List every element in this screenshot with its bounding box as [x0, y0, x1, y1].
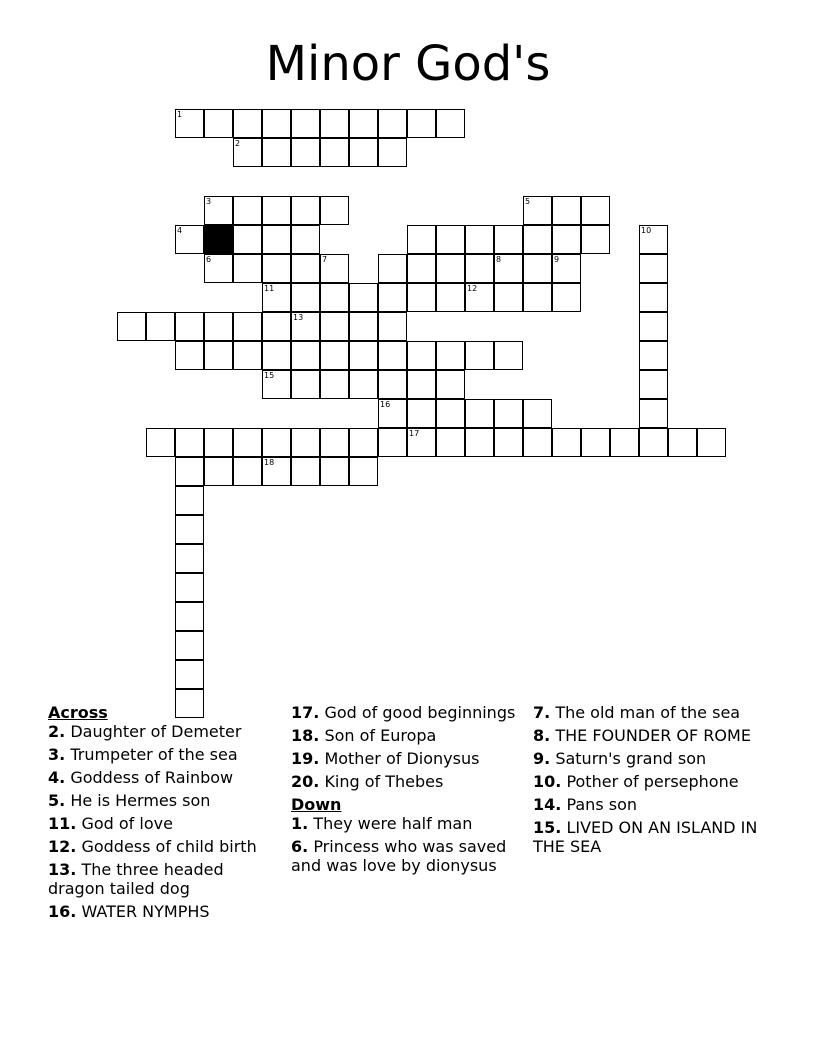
grid-cell[interactable] [233, 225, 262, 254]
across-clue [48, 837, 273, 856]
grid-cell[interactable] [581, 225, 610, 254]
grid-cell[interactable] [407, 399, 436, 428]
grid-cell[interactable] [552, 283, 581, 312]
grid-cell[interactable] [175, 573, 204, 602]
grid-cell[interactable] [291, 370, 320, 399]
grid-cell[interactable] [436, 370, 465, 399]
clue-text: They were half man [313, 814, 473, 833]
grid-cell[interactable] [175, 602, 204, 631]
clue-number-label: 8. [533, 726, 551, 745]
clue-number: 11 [264, 284, 275, 293]
clue-text: He is Hermes son [70, 791, 211, 810]
clue-text: Goddess of Rainbow [70, 768, 234, 787]
page-title: Minor God's [265, 36, 551, 92]
clue-number: 15 [264, 371, 275, 380]
grid-cell[interactable] [291, 109, 320, 138]
grid-cell[interactable] [204, 428, 233, 457]
clue-text: Pans son [566, 795, 637, 814]
grid-cell[interactable] [204, 457, 233, 486]
down-clue [533, 818, 758, 856]
clue-number-label: 20. [291, 772, 320, 791]
across-clue [48, 814, 273, 833]
clue-number-label: 2. [48, 722, 66, 741]
grid-cell[interactable] [349, 283, 378, 312]
grid-cell[interactable] [378, 428, 407, 457]
down-clue [291, 837, 516, 875]
clue-text: God of love [81, 814, 173, 833]
clue-column-2 [291, 703, 516, 879]
grid-cell[interactable] [349, 312, 378, 341]
grid-cell[interactable] [465, 254, 494, 283]
grid-cell[interactable] [436, 109, 465, 138]
grid-cell[interactable] [436, 428, 465, 457]
grid-cell[interactable] [465, 225, 494, 254]
down-clue [533, 703, 758, 722]
grid-cell[interactable] [407, 254, 436, 283]
grid-cell[interactable] [175, 515, 204, 544]
grid-cell[interactable] [639, 225, 668, 254]
clue-text: Princess who was saved and was love by dionysus [291, 837, 507, 875]
grid-cell[interactable] [349, 138, 378, 167]
grid-cell[interactable] [407, 370, 436, 399]
clue-number: 1 [177, 110, 183, 119]
clue-number: 16 [380, 400, 391, 409]
grid-cell[interactable] [581, 196, 610, 225]
grid-cell[interactable] [233, 196, 262, 225]
clue-number-label: 14. [533, 795, 562, 814]
grid-cell[interactable] [523, 399, 552, 428]
grid-cell[interactable] [494, 254, 523, 283]
grid-cell[interactable] [291, 225, 320, 254]
grid-cell[interactable] [291, 196, 320, 225]
across-clue [48, 860, 273, 898]
grid-cell[interactable] [465, 341, 494, 370]
grid-cell[interactable] [233, 312, 262, 341]
down-clue [533, 726, 758, 745]
grid-cell[interactable] [697, 428, 726, 457]
clue-number-label: 12. [48, 837, 77, 856]
grid-cell[interactable] [494, 283, 523, 312]
grid-cell[interactable] [291, 138, 320, 167]
grid-cell[interactable] [291, 428, 320, 457]
grid-cell[interactable] [291, 312, 320, 341]
grid-cell[interactable] [320, 428, 349, 457]
across-clue [291, 772, 516, 791]
clue-number-label: 6. [291, 837, 309, 856]
grid-cell[interactable] [349, 428, 378, 457]
clue-number-label: 5. [48, 791, 66, 810]
grid-cell[interactable] [175, 341, 204, 370]
grid-cell[interactable] [436, 283, 465, 312]
grid-cell[interactable] [233, 341, 262, 370]
grid-cell[interactable] [378, 370, 407, 399]
clue-text: The three headed dragon tailed dog [48, 860, 224, 898]
grid-cell[interactable] [349, 457, 378, 486]
grid-cell[interactable] [436, 254, 465, 283]
grid-cell[interactable] [349, 370, 378, 399]
grid-cell[interactable] [523, 283, 552, 312]
clue-number-label: 17. [291, 703, 320, 722]
grid-cell[interactable] [320, 283, 349, 312]
grid-cell[interactable] [552, 196, 581, 225]
down-clue [533, 795, 758, 814]
grid-cell[interactable] [639, 370, 668, 399]
grid-cell[interactable] [639, 283, 668, 312]
clue-number: 4 [177, 226, 183, 235]
grid-cell[interactable] [552, 428, 581, 457]
clue-number: 7 [322, 255, 328, 264]
clue-number-label: 9. [533, 749, 551, 768]
clue-number: 2 [235, 139, 241, 148]
grid-cell[interactable] [407, 283, 436, 312]
grid-cell[interactable] [378, 312, 407, 341]
grid-cell[interactable] [262, 457, 291, 486]
grid-cell[interactable] [581, 428, 610, 457]
grid-cell[interactable] [320, 312, 349, 341]
clue-text: King of Thebes [324, 772, 444, 791]
grid-cell[interactable] [639, 254, 668, 283]
grid-cell[interactable] [523, 254, 552, 283]
grid-cell[interactable] [204, 341, 233, 370]
grid-cell[interactable] [465, 428, 494, 457]
grid-cell[interactable] [407, 109, 436, 138]
clue-number-label: 4. [48, 768, 66, 787]
grid-cell[interactable] [552, 225, 581, 254]
grid-cell[interactable] [146, 312, 175, 341]
grid-cell[interactable] [639, 428, 668, 457]
clue-number-label: 10. [533, 772, 562, 791]
down-clue [291, 814, 516, 833]
grid-cell[interactable] [117, 312, 146, 341]
grid-cell[interactable] [204, 312, 233, 341]
clue-text: Pother of persephone [566, 772, 739, 791]
clue-number-label: 7. [533, 703, 551, 722]
grid-cell[interactable] [291, 283, 320, 312]
grid-cell[interactable] [349, 109, 378, 138]
clue-number: 3 [206, 197, 212, 206]
grid-cell[interactable] [436, 225, 465, 254]
grid-cell[interactable] [378, 254, 407, 283]
clue-number-label: 15. [533, 818, 562, 837]
grid-cell[interactable] [523, 196, 552, 225]
grid-cell[interactable] [262, 341, 291, 370]
grid-cell[interactable] [436, 399, 465, 428]
clue-number-label: 16. [48, 902, 77, 921]
clue-number: 6 [206, 255, 212, 264]
grid-cell[interactable] [639, 341, 668, 370]
grid-cell[interactable] [262, 225, 291, 254]
clue-column-3 [533, 703, 758, 860]
clue-number: 18 [264, 458, 275, 467]
grid-cell[interactable] [204, 109, 233, 138]
clue-number: 9 [554, 255, 560, 264]
grid-cell[interactable] [262, 312, 291, 341]
clue-text: Saturn's grand son [555, 749, 707, 768]
grid-cell[interactable] [494, 225, 523, 254]
clue-number: 12 [467, 284, 478, 293]
grid-cell[interactable] [175, 544, 204, 573]
grid-cell[interactable] [262, 254, 291, 283]
grid-cell[interactable] [378, 138, 407, 167]
down-clue [533, 772, 758, 791]
grid-cell[interactable] [523, 428, 552, 457]
grid-cell[interactable] [175, 428, 204, 457]
across-clue [48, 791, 273, 810]
clue-number-label: 3. [48, 745, 66, 764]
grid-cell[interactable] [378, 109, 407, 138]
clue-text: The old man of the sea [555, 703, 741, 722]
grid-cell[interactable] [639, 399, 668, 428]
grid-cell[interactable] [378, 341, 407, 370]
grid-cell[interactable] [204, 196, 233, 225]
grid-cell[interactable] [349, 341, 378, 370]
grid-cell[interactable] [175, 109, 204, 138]
grid-cell[interactable] [175, 457, 204, 486]
clue-number-label: 19. [291, 749, 320, 768]
grid-cell[interactable] [146, 428, 175, 457]
grid-cell[interactable] [262, 370, 291, 399]
grid-cell[interactable] [320, 138, 349, 167]
grid-cell[interactable] [262, 109, 291, 138]
across-clue [48, 768, 273, 787]
grid-cell[interactable] [291, 341, 320, 370]
clue-text: LIVED ON AN ISLAND IN THE SEA [533, 818, 758, 856]
grid-cell[interactable] [552, 254, 581, 283]
clue-number: 8 [496, 255, 502, 264]
across-clue [291, 749, 516, 768]
clue-number: 10 [641, 226, 652, 235]
grid-cell[interactable] [233, 109, 262, 138]
clue-text: God of good beginnings [324, 703, 516, 722]
across-clue [291, 703, 516, 722]
clue-number: 13 [293, 313, 304, 322]
across-clue [48, 902, 273, 921]
grid-cell[interactable] [320, 196, 349, 225]
grid-cell[interactable] [320, 341, 349, 370]
clue-number-label: 13. [48, 860, 77, 879]
clue-number-label: 11. [48, 814, 77, 833]
clue-text: Goddess of child birth [81, 837, 257, 856]
across-clue [48, 722, 273, 741]
clue-number: 5 [525, 197, 531, 206]
grid-cell[interactable] [175, 486, 204, 515]
grid-cell[interactable] [407, 341, 436, 370]
clue-text: THE FOUNDER OF ROME [555, 726, 751, 745]
grid-cell[interactable] [436, 341, 465, 370]
grid-cell[interactable] [494, 399, 523, 428]
grid-cell[interactable] [610, 428, 639, 457]
grid-cell[interactable] [262, 138, 291, 167]
grid-cell[interactable] [320, 370, 349, 399]
down-heading: Down [291, 795, 342, 814]
clue-text: WATER NYMPHS [81, 902, 210, 921]
grid-cell[interactable] [465, 283, 494, 312]
grid-cell[interactable] [523, 225, 552, 254]
grid-cell[interactable] [291, 457, 320, 486]
grid-cell[interactable] [204, 254, 233, 283]
grid-cell[interactable] [465, 399, 494, 428]
clue-number-label: 18. [291, 726, 320, 745]
clue-number: 17 [409, 429, 420, 438]
grid-cell[interactable] [233, 254, 262, 283]
grid-cell[interactable] [378, 283, 407, 312]
grid-cell[interactable] [233, 428, 262, 457]
grid-cell[interactable] [494, 341, 523, 370]
grid-cell[interactable] [668, 428, 697, 457]
grid-cell[interactable] [407, 428, 436, 457]
across-clue [48, 745, 273, 764]
grid-block [204, 225, 233, 254]
down-clue [533, 749, 758, 768]
clue-text: Mother of Dionysus [324, 749, 480, 768]
clue-column-1 [48, 703, 273, 925]
grid-cell[interactable] [320, 109, 349, 138]
grid-cell[interactable] [407, 225, 436, 254]
grid-cell[interactable] [233, 457, 262, 486]
grid-cell[interactable] [639, 312, 668, 341]
clue-number-label: 1. [291, 814, 309, 833]
grid-cell[interactable] [175, 312, 204, 341]
clue-text: Trumpeter of the sea [70, 745, 238, 764]
clue-text: Son of Europa [324, 726, 437, 745]
grid-cell[interactable] [233, 138, 262, 167]
grid-cell[interactable] [378, 399, 407, 428]
grid-cell[interactable] [262, 428, 291, 457]
across-clue [291, 726, 516, 745]
grid-cell[interactable] [175, 660, 204, 689]
grid-cell[interactable] [320, 254, 349, 283]
across-heading: Across [48, 703, 108, 722]
clue-text: Daughter of Demeter [70, 722, 242, 741]
grid-cell[interactable] [320, 457, 349, 486]
grid-cell[interactable] [175, 631, 204, 660]
grid-cell[interactable] [494, 428, 523, 457]
grid-cell[interactable] [262, 283, 291, 312]
grid-cell[interactable] [175, 225, 204, 254]
grid-cell[interactable] [262, 196, 291, 225]
grid-cell[interactable] [291, 254, 320, 283]
